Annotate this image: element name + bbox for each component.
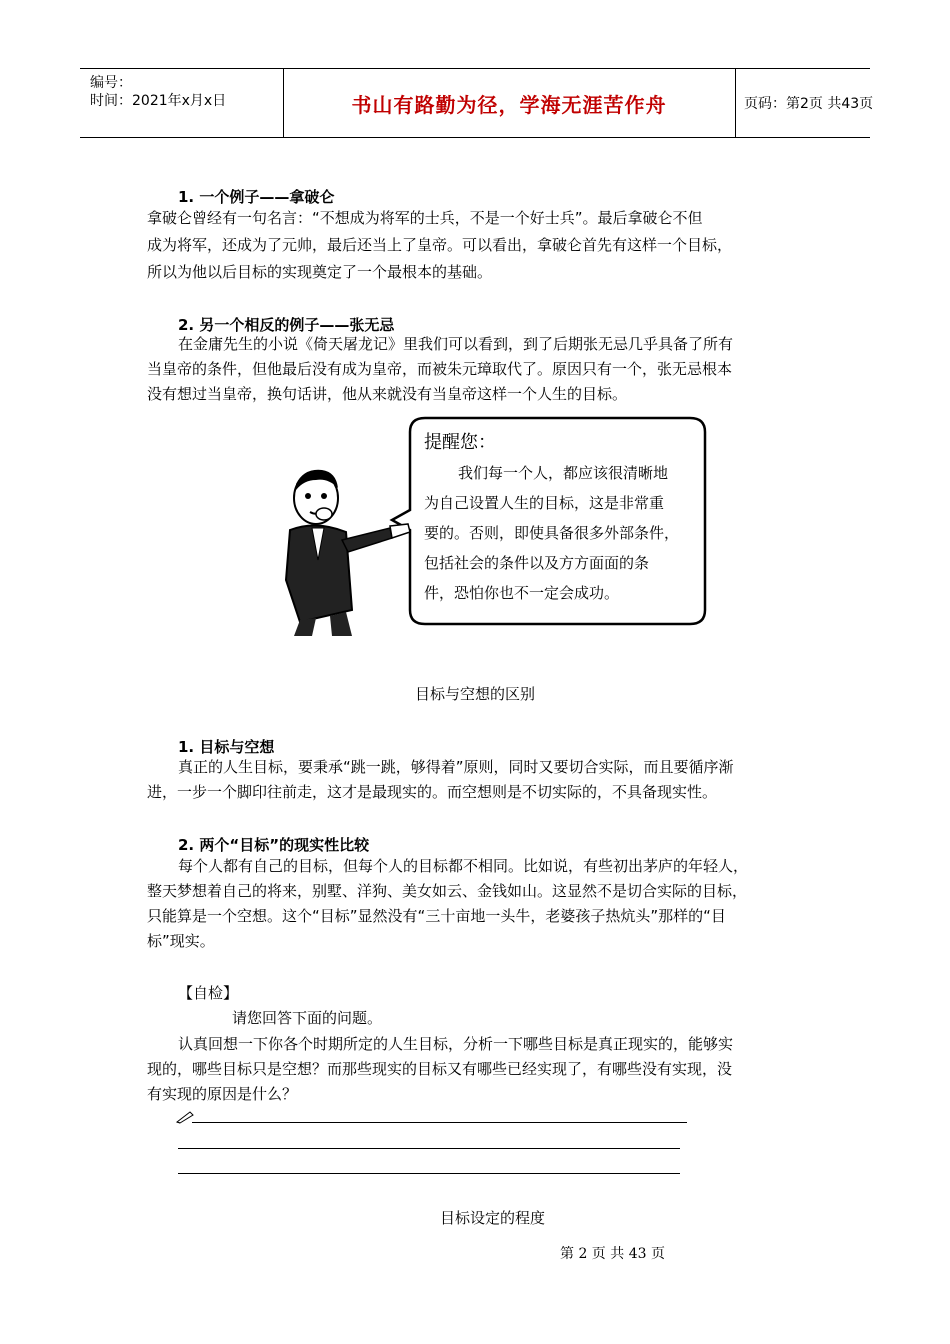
- selfcheck-intro: 请您回答下面的问题。: [232, 1009, 383, 1027]
- page-label: 页码：第2页 共43页: [744, 96, 874, 112]
- reminder-title: 提醒您：: [424, 432, 496, 453]
- section2-line: 没有想过当皇帝，换句话讲，他从来就没有当皇帝这样一个人生的目标。: [147, 385, 628, 403]
- section4-line: 整天梦想着自己的将来，别墅、洋狗、美女如云、金钱如山。这显然不是切合实际的目标，: [147, 882, 748, 900]
- section4-line: 每个人都有自己的目标，但每个人的目标都不相同。比如说，有些初出茅庐的年轻人，: [178, 857, 749, 875]
- section2-heading: 2. 另一个相反的例子——张无忌: [178, 316, 395, 334]
- date-label: 时间：2021年x月x日: [90, 93, 227, 109]
- reminder-line: 包括社会的条件以及方方面面的条: [424, 554, 650, 572]
- section3-line: 真正的人生目标，要秉承“跳一跳，够得着”原则，同时又要切合实际，而且要循序渐: [178, 758, 734, 776]
- reminder-line: 我们每一个人，都应该很清晰地: [458, 464, 669, 482]
- section3-line: 进，一步一个脚印往前走，这才是最现实的。而空想则是不切实际的，不具备现实性。: [147, 783, 718, 801]
- selfcheck-line: 有实现的原因是什么？: [147, 1085, 298, 1103]
- pointing-man-icon: [286, 470, 410, 636]
- answer-line[interactable]: [178, 1173, 680, 1174]
- answer-line[interactable]: [178, 1148, 680, 1149]
- subtitle-goal-vs-fantasy: 目标与空想的区别: [414, 685, 535, 703]
- section1-line: 所以为他以后目标的实现奠定了一个最根本的基础。: [147, 263, 493, 281]
- reminder-line: 件，恐怕你也不一定会成功。: [424, 584, 620, 602]
- selfcheck-line: 认真回想一下你各个时期所定的人生目标，分析一下哪些目标是真正现实的，能够实: [178, 1035, 734, 1053]
- header-page-cell: [736, 69, 874, 137]
- section1-heading: 1. 一个例子——拿破仑: [178, 188, 335, 206]
- reminder-line: 要的。否则，即使具备很多外部条件，: [424, 524, 680, 542]
- subtitle-goal-setting-degree: 目标设定的程度: [439, 1209, 545, 1227]
- section3-heading: 1. 目标与空想: [178, 738, 275, 756]
- motto: 书山有路勤为径，学海无涯苦作舟: [351, 92, 667, 117]
- page-footer: 第 2 页 共 43 页: [560, 1246, 665, 1262]
- section2-line: 当皇帝的条件，但他最后没有成为皇帝，而被朱元璋取代了。原因只有一个，张无忌根本: [147, 360, 733, 378]
- section4-line: 只能算是一个空想。这个“目标”显然没有“三十亩地一头牛，老婆孩子热炕头”那样的“目: [147, 907, 726, 925]
- header-motto-cell: [283, 69, 736, 137]
- section1-line: 拿破仑曾经有一句名言：“不想成为将军的士兵，不是一个好士兵”。最后拿破仑不但: [147, 209, 703, 227]
- section4-line: 标”现实。: [147, 932, 215, 950]
- section2-line: 在金庸先生的小说《倚天屠龙记》里我们可以看到，到了后期张无忌几乎具备了所有: [178, 335, 734, 353]
- section1-line: 成为将军，还成为了元帅，最后还当上了皇帝。可以看出，拿破仑首先有这样一个目标，: [147, 236, 733, 254]
- selfcheck-heading: 【自检】: [178, 984, 239, 1002]
- header-info-cell: [80, 69, 284, 137]
- serial-label: 编号：: [90, 75, 132, 91]
- page-header: [80, 68, 874, 138]
- section4-heading: 2. 两个“目标”的现实性比较: [178, 836, 370, 854]
- answer-line[interactable]: [192, 1122, 687, 1123]
- selfcheck-line: 现的，哪些目标只是空想？而那些现实的目标又有哪些已经实现了，有哪些没有实现，没: [147, 1060, 733, 1078]
- reminder-line: 为自己设置人生的目标，这是非常重: [424, 494, 665, 512]
